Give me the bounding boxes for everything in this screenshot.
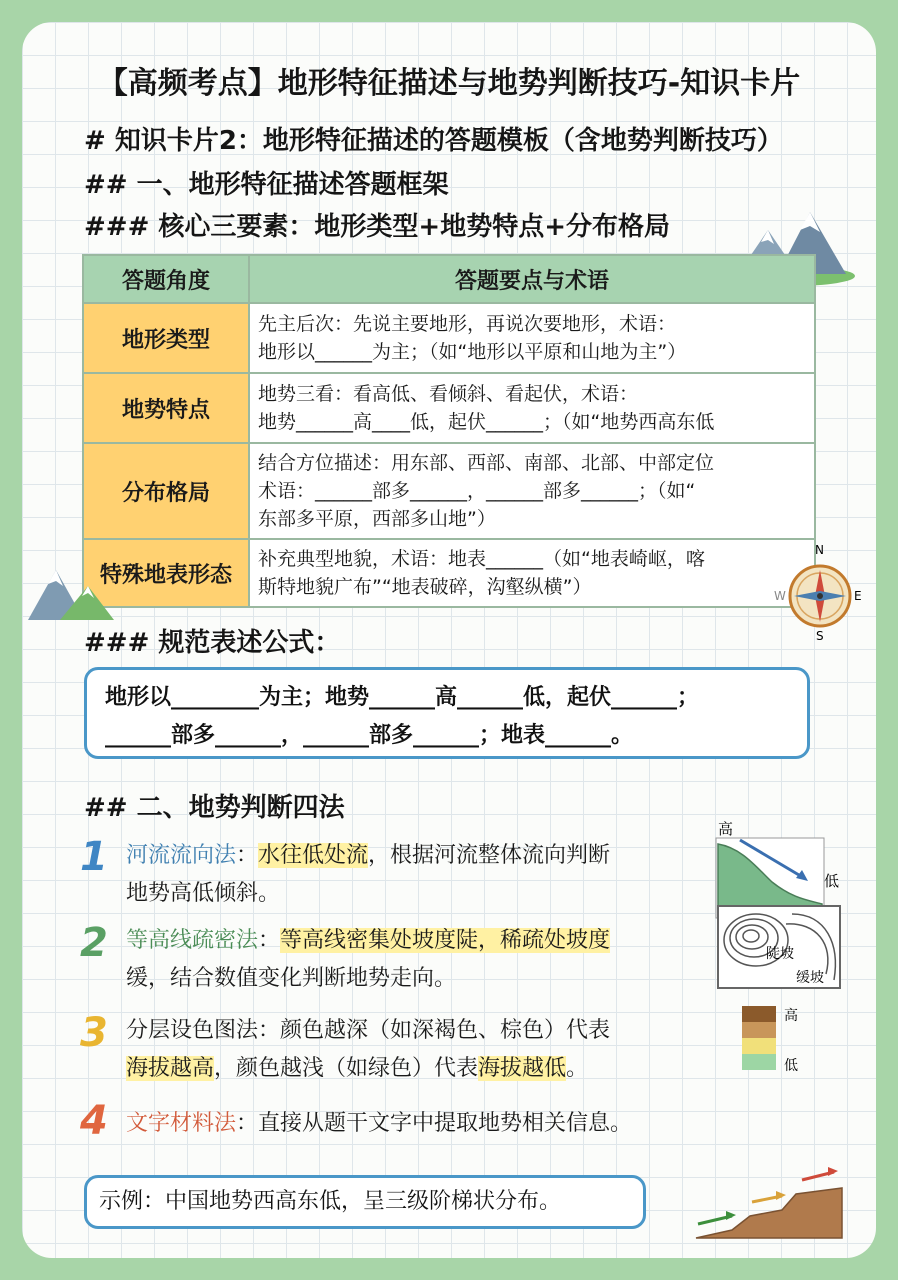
section-heading-1: ## 一、地形特征描述答题框架	[84, 170, 449, 200]
row-key: 地势特点	[83, 373, 249, 443]
staircase-icon	[692, 1158, 852, 1240]
method-name: 等高线疏密法	[126, 928, 259, 953]
table-header-cell: 答题角度	[83, 255, 249, 303]
method-item	[126, 1105, 632, 1143]
formula-line: 地形以________为主；地势______高______低，起伏______；	[105, 685, 700, 710]
label-low: 低	[824, 872, 840, 890]
formula-heading: ### 规范表述公式：	[84, 628, 341, 658]
contour-map-icon	[716, 904, 844, 990]
compass-n: N	[815, 543, 824, 557]
page-title: 【高频考点】地形特征描述与地势判断技巧-知识卡片	[97, 66, 801, 101]
color-legend-icon	[740, 998, 830, 1076]
method-highlight: 海拔越高	[126, 1056, 215, 1081]
label-high: 高	[718, 820, 734, 838]
method-name: 河流流向法	[126, 843, 237, 868]
compass-icon	[774, 542, 870, 642]
row-line: 斯特地貌广布”“地表破碎，沟壑纵横”）	[258, 576, 592, 598]
row-line: 术语：______部多______，______部多______；（如“	[258, 480, 696, 502]
row-value	[249, 303, 815, 373]
row-line: 地形以______为主；（如“地形以平原和山地为主”）	[258, 341, 687, 363]
legend-high: 高	[784, 1008, 798, 1024]
row-key: 特殊地表形态	[83, 539, 249, 607]
row-value	[249, 443, 815, 539]
legend-low: 低	[784, 1058, 798, 1074]
row-line: 结合方位描述：用东部、西部、南部、北部、中部定位	[258, 452, 715, 474]
method-number: 4	[80, 1098, 108, 1144]
subsection-heading: ### 核心三要素：地形类型+地势特点+分布格局	[84, 212, 670, 242]
mountain-icon	[26, 562, 116, 622]
table-row	[83, 373, 815, 443]
method-text: 缓	[126, 966, 149, 991]
method-number: 3	[80, 1010, 108, 1056]
compass-e: E	[854, 589, 862, 603]
method-highlight: 水往低处流	[258, 843, 369, 868]
method-text: 。	[566, 1056, 589, 1081]
method-text: ：直接从题干文字中提取地势相关信息。	[236, 1111, 633, 1136]
method-item	[126, 1012, 610, 1088]
row-line: 地势______高____低，起伏______；（如“地势西高东低	[258, 411, 715, 433]
method-text: ，根据河流整体流向判断	[368, 843, 611, 868]
row-value	[249, 373, 815, 443]
row-value	[249, 539, 815, 607]
example-box: 示例：中国地势西高东低，呈三级阶梯状分布。	[84, 1175, 646, 1229]
card-heading: # 知识卡片2：地形特征描述的答题模板（含地势判断技巧）	[84, 126, 783, 156]
row-line: 东部多平原，西部多山地”）	[258, 508, 496, 530]
method-sep: ：	[236, 843, 259, 868]
method-item	[126, 837, 610, 913]
method-number: 2	[80, 920, 108, 966]
method-name: 文字材料法	[126, 1111, 237, 1136]
label-steep: 陡坡	[766, 946, 794, 962]
method-highlight: 等高线密集处坡度陡，稀疏处坡度	[280, 928, 611, 953]
row-key: 分布格局	[83, 443, 249, 539]
compass-s: S	[816, 629, 824, 642]
method-highlight: 海拔越低	[478, 1056, 567, 1081]
knowledge-card	[22, 22, 876, 1258]
table-row	[83, 539, 815, 607]
method-number: 1	[80, 834, 108, 880]
compass-w: W	[774, 589, 786, 603]
method-text: ，结合数值变化判断地势走向。	[148, 966, 457, 991]
method-text: 分层设色图法：颜色越深（如深褐色、棕色）代表	[126, 1018, 611, 1043]
formula-box	[84, 667, 810, 759]
row-key: 地形类型	[83, 303, 249, 373]
table-header-row	[83, 255, 815, 303]
row-line: 补充典型地貌，术语：地表______（如“地表崎岖，喀	[258, 548, 705, 570]
method-text: 地势高低倾斜。	[126, 881, 281, 906]
row-line: 地势三看：看高低、看倾斜、看起伏，术语：	[258, 383, 639, 405]
method-item	[126, 922, 610, 998]
table-row	[83, 303, 815, 373]
table-header-cell: 答题要点与术语	[249, 255, 815, 303]
formula-line: ______部多______，______部多______；地表______。	[105, 723, 634, 748]
label-gentle: 缓坡	[796, 970, 824, 986]
method-sep: ：	[258, 928, 281, 953]
section-heading-2: ## 二、地势判断四法	[84, 793, 345, 823]
answer-framework-table	[82, 254, 816, 608]
table-row	[83, 443, 815, 539]
method-text: ，颜色越浅（如绿色）代表	[214, 1056, 479, 1081]
row-line: 先主后次：先说主要地形，再说次要地形，术语：	[258, 313, 677, 335]
